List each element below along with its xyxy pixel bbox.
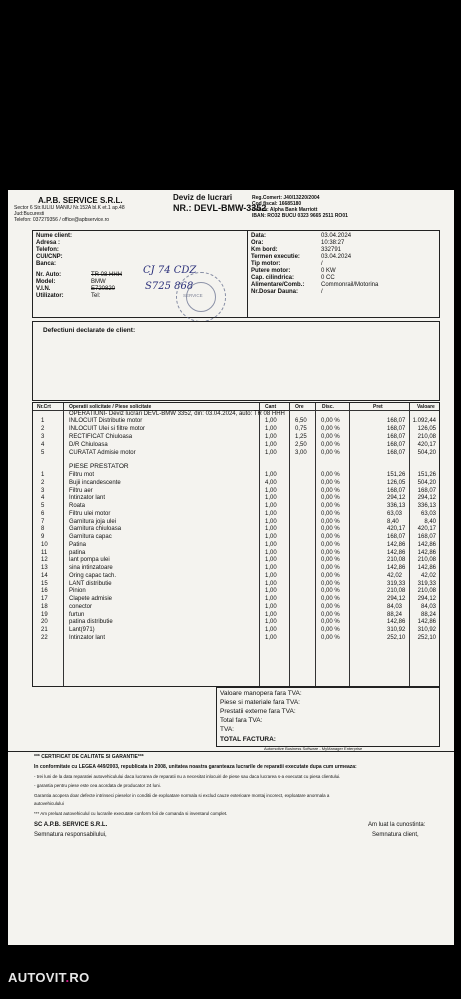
row-value: 142,86 [417,549,436,556]
row-pret: 42,02 [387,572,403,579]
row-disc: 0,00 % [321,487,340,494]
doc-number: NR.: DEVL-BMW-3352 [173,203,267,213]
stamp-text: SERVICE [183,293,203,298]
row-desc: Oring capac tach. [69,572,117,579]
autovit-watermark [8,970,90,985]
row-disc: 0,00 % [321,534,340,540]
row-desc: Filtru mot [69,472,95,478]
warranty-line-3: Garantia acopera doar defecte intrinseci pieselor in conditii de exploatare normala si exclud cauze exterioare montaj incorect, exploatare anormala a [34,793,330,798]
totals-box [216,687,440,747]
row-value: 88,24 [420,611,436,618]
col-sep-6 [409,403,410,686]
row-cant: 1,00 [265,596,277,602]
row-pret: 420,17 [387,526,406,533]
row-disc: 0,00 % [321,557,340,564]
cert-title: *** CERTIFICAT DE CALITATE SI GARANTIE*** [34,754,144,760]
row-nr: 22 [41,634,48,641]
value-tip-motor: / [321,261,323,267]
row-desc: Intinzator lant [69,495,106,502]
row-disc: 0,00 % [321,596,340,602]
row-cant: 1,00 [265,580,277,587]
company-name: A.P.B. SERVICE S.R.L. [38,196,123,205]
row-value: 294,12 [417,495,436,502]
value-alimentare: Commonrail/Motorina [321,282,379,288]
label-alimentare: Alimentare/Comb.: [251,282,305,288]
row-cant: 1,00 [265,619,277,626]
th-ore: Ore [295,404,304,410]
row-disc: 0,00 % [321,541,340,548]
vehicle-values [321,233,378,296]
row-cant: 1,00 [265,588,277,595]
row-ore: 6,50 [295,418,307,424]
row-pret: 142,86 [387,619,406,626]
cod-fiscal: Cod fiscal: 16685180 [252,201,302,207]
lines-table [32,402,440,687]
row-cant: 1,00 [265,418,277,424]
row-nr: 12 [41,557,48,564]
row-value: 168,07 [417,534,436,540]
row-value: 336,13 [417,503,436,509]
th-desc: Operatii solicitate / Piese solicitate [69,404,152,410]
operations-title: OPERATIUNI- Deviz lucrari DEVL-BMW 3352, din: 03.04.2024, auto: TR 08 HHH [69,411,285,417]
row-value: 142,86 [417,541,436,548]
row-nr: 6 [41,510,45,517]
tva-label: TVA: [220,726,234,733]
row-cant: 1,00 [265,549,277,556]
row-desc: conector [69,603,93,610]
label-cui: CUI/CNP: [36,254,63,260]
client-labels [36,233,72,300]
row-nr: 19 [41,611,48,618]
row-cant: 1,00 [265,541,277,548]
row-cant: 1,00 [265,518,277,525]
label-telefon: Telefon: [36,247,59,253]
row-cant: 1,00 [265,611,277,618]
row-value: 1.092,44 [412,418,436,424]
th-pret: Pret [373,404,383,410]
th-cant: Cant [265,404,277,410]
col-sep-1 [63,403,64,686]
row-value: 420,17 [417,526,436,533]
row-pret: 126,05 [387,479,406,486]
row-desc: LANT distributie [69,580,112,587]
row-pret: 252,10 [387,634,406,641]
row-value: 142,86 [417,565,436,571]
value-data: 03.04.2024 [321,233,352,239]
top-black-bar [0,0,461,44]
value-dosar: / [321,289,323,295]
row-cant: 1,00 [265,572,277,579]
row-disc: 0,00 % [321,619,340,626]
row-disc: 0,00 % [321,518,340,525]
company-address: Sector 6 Str.IULIU MANIU Nr.152A bl.K et.1 ap.48 [14,205,125,211]
banca: Banca: Alpha Bank Marriott [252,207,318,213]
row-nr: 1 [41,472,45,478]
row-nr: 3 [41,434,45,440]
company-address-block [14,205,174,223]
total-fara-tva-label: Total fara TVA: [220,717,263,724]
warranty-line-2: - garantia pentru piese este cea acordata de producator 24 luni. [34,783,161,788]
doc-title: Deviz de lucrari [173,193,233,202]
label-nume-client: Nume client: [36,233,73,239]
label-cap-cil: Cap. cilindrica: [251,275,295,281]
row-pret: 168,07 [387,442,406,448]
total-piese-label: Piese si materiale fara TVA: [220,699,300,706]
row-cant: 1,00 [265,472,277,478]
label-vin: V.I.N. [36,286,51,292]
row-value: 504,20 [417,450,436,456]
row-cant: 1,00 [265,627,277,633]
col-sep-4 [315,403,316,686]
row-ore: 1,25 [295,434,307,440]
total-factura-label: TOTAL FACTURA: [220,736,276,743]
row-disc: 0,00 % [321,479,340,486]
row-pret: 210,08 [387,588,406,595]
row-disc: 0,00 % [321,450,340,456]
row-cant: 1,00 [265,434,277,440]
row-nr: 18 [41,603,48,610]
row-pret: 151,26 [387,472,406,478]
total-manopera-label: Valoare manopera fara TVA: [220,690,302,697]
row-pret: 142,86 [387,541,406,548]
row-disc: 0,00 % [321,434,340,440]
row-cant: 1,00 [265,557,277,564]
row-disc: 0,00 % [321,472,340,478]
row-cant: 1,00 [265,487,277,494]
row-value: 210,08 [417,557,436,564]
row-pret: 310,92 [387,627,406,633]
row-desc: Patina [69,541,87,548]
label-dosar: Nr.Dosar Dauna: [251,289,299,295]
row-nr: 15 [41,580,48,587]
row-value: 42,02 [420,572,436,579]
row-disc: 0,00 % [321,611,340,618]
row-ore: 0,75 [295,426,307,432]
row-pret: 168,07 [387,534,406,540]
row-value: 319,33 [417,580,436,587]
row-cant: 1,00 [265,603,277,610]
row-value: 168,07 [417,487,436,494]
row-ore: 2,50 [295,442,307,448]
row-nr: 17 [41,596,48,602]
row-pret: 84,03 [387,603,403,610]
row-pret: 168,07 [387,426,406,432]
row-disc: 0,00 % [321,526,340,533]
th-nr: Nr.Crt [37,404,51,410]
iban: IBAN: RO32 BUCU 0323 9665 2511 RO01 [252,213,348,219]
row-cant: 1,00 [265,442,277,448]
row-disc: 0,00 % [321,549,340,556]
row-value: 310,92 [417,627,436,633]
watermark-dot: . [65,970,70,985]
row-value: 8,40 [424,518,436,525]
defects-box [32,321,440,401]
row-nr: 8 [41,526,45,533]
row-cant: 1,00 [265,534,277,540]
row-pret: 294,12 [387,596,406,602]
row-nr: 10 [41,541,48,548]
total-prestatii-label: Prestatii externe fara TVA: [220,708,296,715]
row-disc: 0,00 % [321,442,340,448]
label-tip-motor: Tip motor: [251,261,281,267]
label-nr-auto: Nr. Auto: [36,272,62,278]
invoice-document [8,190,454,945]
row-desc: sina intinzatoare [69,565,113,571]
row-desc: lant pompa ulei [69,557,110,564]
client-box-divider [247,231,248,317]
row-nr: 4 [41,442,45,448]
row-value: 84,03 [420,603,436,610]
value-ora: 10:38:27 [321,240,345,246]
row-desc: D/R Chiuloasa [69,442,108,448]
row-desc: INLOCUIT Ulei si filtre motor [69,426,145,432]
row-value: 210,08 [417,588,436,595]
row-disc: 0,00 % [321,495,340,502]
software-credit: Automotive Business Software - MyManager Enterprise [264,746,363,751]
warranty-line-1: - trei luni de la data reparatiei autovehiculului daca lucrarea de reparatii nu a necesitat inlocuiri de piese sau daca lucrarea s-a executat cu piesa clientului. [34,774,341,779]
row-desc: Garnitura capac [69,534,112,540]
row-value: 252,10 [417,634,436,641]
row-disc: 0,00 % [321,588,340,595]
row-cant: 4,00 [265,479,277,486]
label-utilizator: Utilizator: [36,293,64,299]
row-nr: 1 [41,418,45,424]
warranty-line-3b: autovehiculului [34,801,64,806]
row-nr: 5 [41,450,45,456]
row-pret: 168,07 [387,487,406,494]
row-pret: 142,86 [387,549,406,556]
row-cant: 1,00 [265,495,277,502]
row-pret: 63,03 [387,510,403,517]
label-ora: Ora: [251,240,264,246]
value-km: 332791 [321,247,342,253]
th-disc: Disc. [322,404,334,410]
row-cant: 1,00 [265,426,277,432]
row-pret: 168,07 [387,434,406,440]
company-contact: Telefon: 037279356 / office@apbservice.ro [14,217,110,223]
row-disc: 0,00 % [321,603,340,610]
row-nr: 2 [41,426,45,432]
value-putere: 0 KW [321,268,336,274]
row-nr: 3 [41,487,45,494]
row-value: 63,03 [420,510,436,517]
row-value: 210,08 [417,434,436,440]
handwritten-plate: CJ 74 CDZ [143,265,197,276]
row-disc: 0,00 % [321,510,340,517]
row-pret: 8,40 [387,518,399,525]
seller-name: SC A.P.B. SERVICE S.R.L. [34,822,108,828]
row-disc: 0,00 % [321,426,340,432]
row-desc: CURATAT Admisie motor [69,450,136,456]
reg-com: Reg.Comert: J40/13220/2004 [252,195,320,201]
row-nr: 16 [41,588,48,595]
row-desc: Roata [69,503,86,509]
client-signature-label: Semnatura client, [372,832,419,838]
row-value: 294,12 [417,596,436,602]
row-value: 504,20 [417,479,436,486]
footer-divider [8,751,454,752]
row-nr: 9 [41,534,45,540]
row-pret: 88,24 [387,611,403,618]
row-disc: 0,00 % [321,503,340,509]
row-cant: 1,00 [265,503,277,509]
vehicle-labels [251,233,304,296]
label-model: Model: [36,279,56,285]
row-pret: 210,08 [387,557,406,564]
row-nr: 2 [41,479,45,486]
row-desc: Lant(971) [69,627,95,633]
company-county: Jud:Bucuresti [14,211,45,217]
seller-signature-label: Semnatura responsabilului, [34,832,107,838]
row-ore: 3,00 [295,450,307,456]
handwritten-vin: S725 868 [145,281,194,292]
client-info-box [32,230,440,318]
service-stamp [176,272,226,322]
th-val: Valoare [417,404,435,410]
row-nr: 20 [41,619,48,626]
parts-title: PIESE PRESTATOR [69,463,129,470]
row-desc: patina [69,549,86,556]
value-termen: 03.04.2024 [321,254,352,260]
row-nr: 4 [41,495,45,502]
row-cant: 1,00 [265,526,277,533]
row-pret: 168,07 [387,418,406,424]
row-desc: RECTIFICAT Chiuloasa [69,434,133,440]
model-value: BMW [91,279,106,285]
label-banca: Banca: [36,261,57,267]
row-desc: Garnitura chiuloasa [69,526,122,533]
row-value: 142,86 [417,619,436,626]
row-disc: 0,00 % [321,572,340,579]
row-cant: 1,00 [265,450,277,456]
defects-label: Defectiuni declarate de client: [43,327,136,334]
label-km: Km bord: [251,247,278,253]
row-desc: furtun [69,611,85,618]
client-ack: Am luat la cunostinta: [368,822,426,828]
row-desc: Intinzator lant [69,634,106,641]
row-nr: 14 [41,572,48,579]
registration-block [252,195,348,219]
col-sep-5 [349,403,350,686]
row-desc: patina distributie [69,619,113,626]
row-disc: 0,00 % [321,565,340,571]
label-data: Data: [251,233,267,239]
value-cap-cil: 0 CC [321,275,335,281]
row-desc: Bujii incandescente [69,479,121,486]
row-nr: 11 [41,549,48,556]
row-pret: 294,12 [387,495,406,502]
label-putere: Putere motor: [251,268,291,274]
row-pret: 336,13 [387,503,406,509]
row-value: 420,17 [417,442,436,448]
row-desc: Filtru ulei motor [69,510,111,517]
row-nr: 21 [41,627,48,633]
watermark-brand: AUTOVIT [8,970,66,985]
label-termen: Termen executie: [251,254,300,260]
row-cant: 1,00 [265,565,277,571]
row-value: 151,26 [417,472,436,478]
watermark-tld: RO [69,970,90,985]
row-cant: 1,00 [265,634,277,641]
row-desc: Pinion [69,588,86,595]
row-disc: 0,00 % [321,634,340,641]
row-pret: 168,07 [387,450,406,456]
row-disc: 0,00 % [321,580,340,587]
col-sep-3 [289,403,290,686]
row-disc: 0,00 % [321,627,340,633]
row-pret: 319,33 [387,580,406,587]
row-desc: INLOCUIT Distributie motor [69,418,143,424]
row-disc: 0,00 % [321,418,340,424]
row-value: 126,05 [417,426,436,432]
label-adresa: Adresa : [36,240,61,246]
nr-auto-value: TR 08 HHH [91,272,123,278]
row-nr: 5 [41,503,45,509]
row-cant: 1,00 [265,510,277,517]
law-text: In conformitate cu LEGEA 449/2003, republicata in 2008, unitatea noastra garanteaza lucrarile de reparatii executate dupa cum urmeaza: [34,764,357,770]
row-nr: 13 [41,565,48,571]
row-desc: Garnitura joja ulei [69,518,117,525]
col-sep-2 [259,403,260,686]
warranty-line-4: *** Am preluat autovehiculul cu lucrarile executate conform foii de comanda si inventarul complet. [34,811,228,816]
row-desc: Filtru aer [69,487,93,494]
row-nr: 7 [41,518,45,525]
utilizator-value: Tel: [91,293,101,299]
vin-value: E720820 [91,286,116,292]
row-pret: 142,86 [387,565,406,571]
row-desc: Clapete admisie [69,596,113,602]
